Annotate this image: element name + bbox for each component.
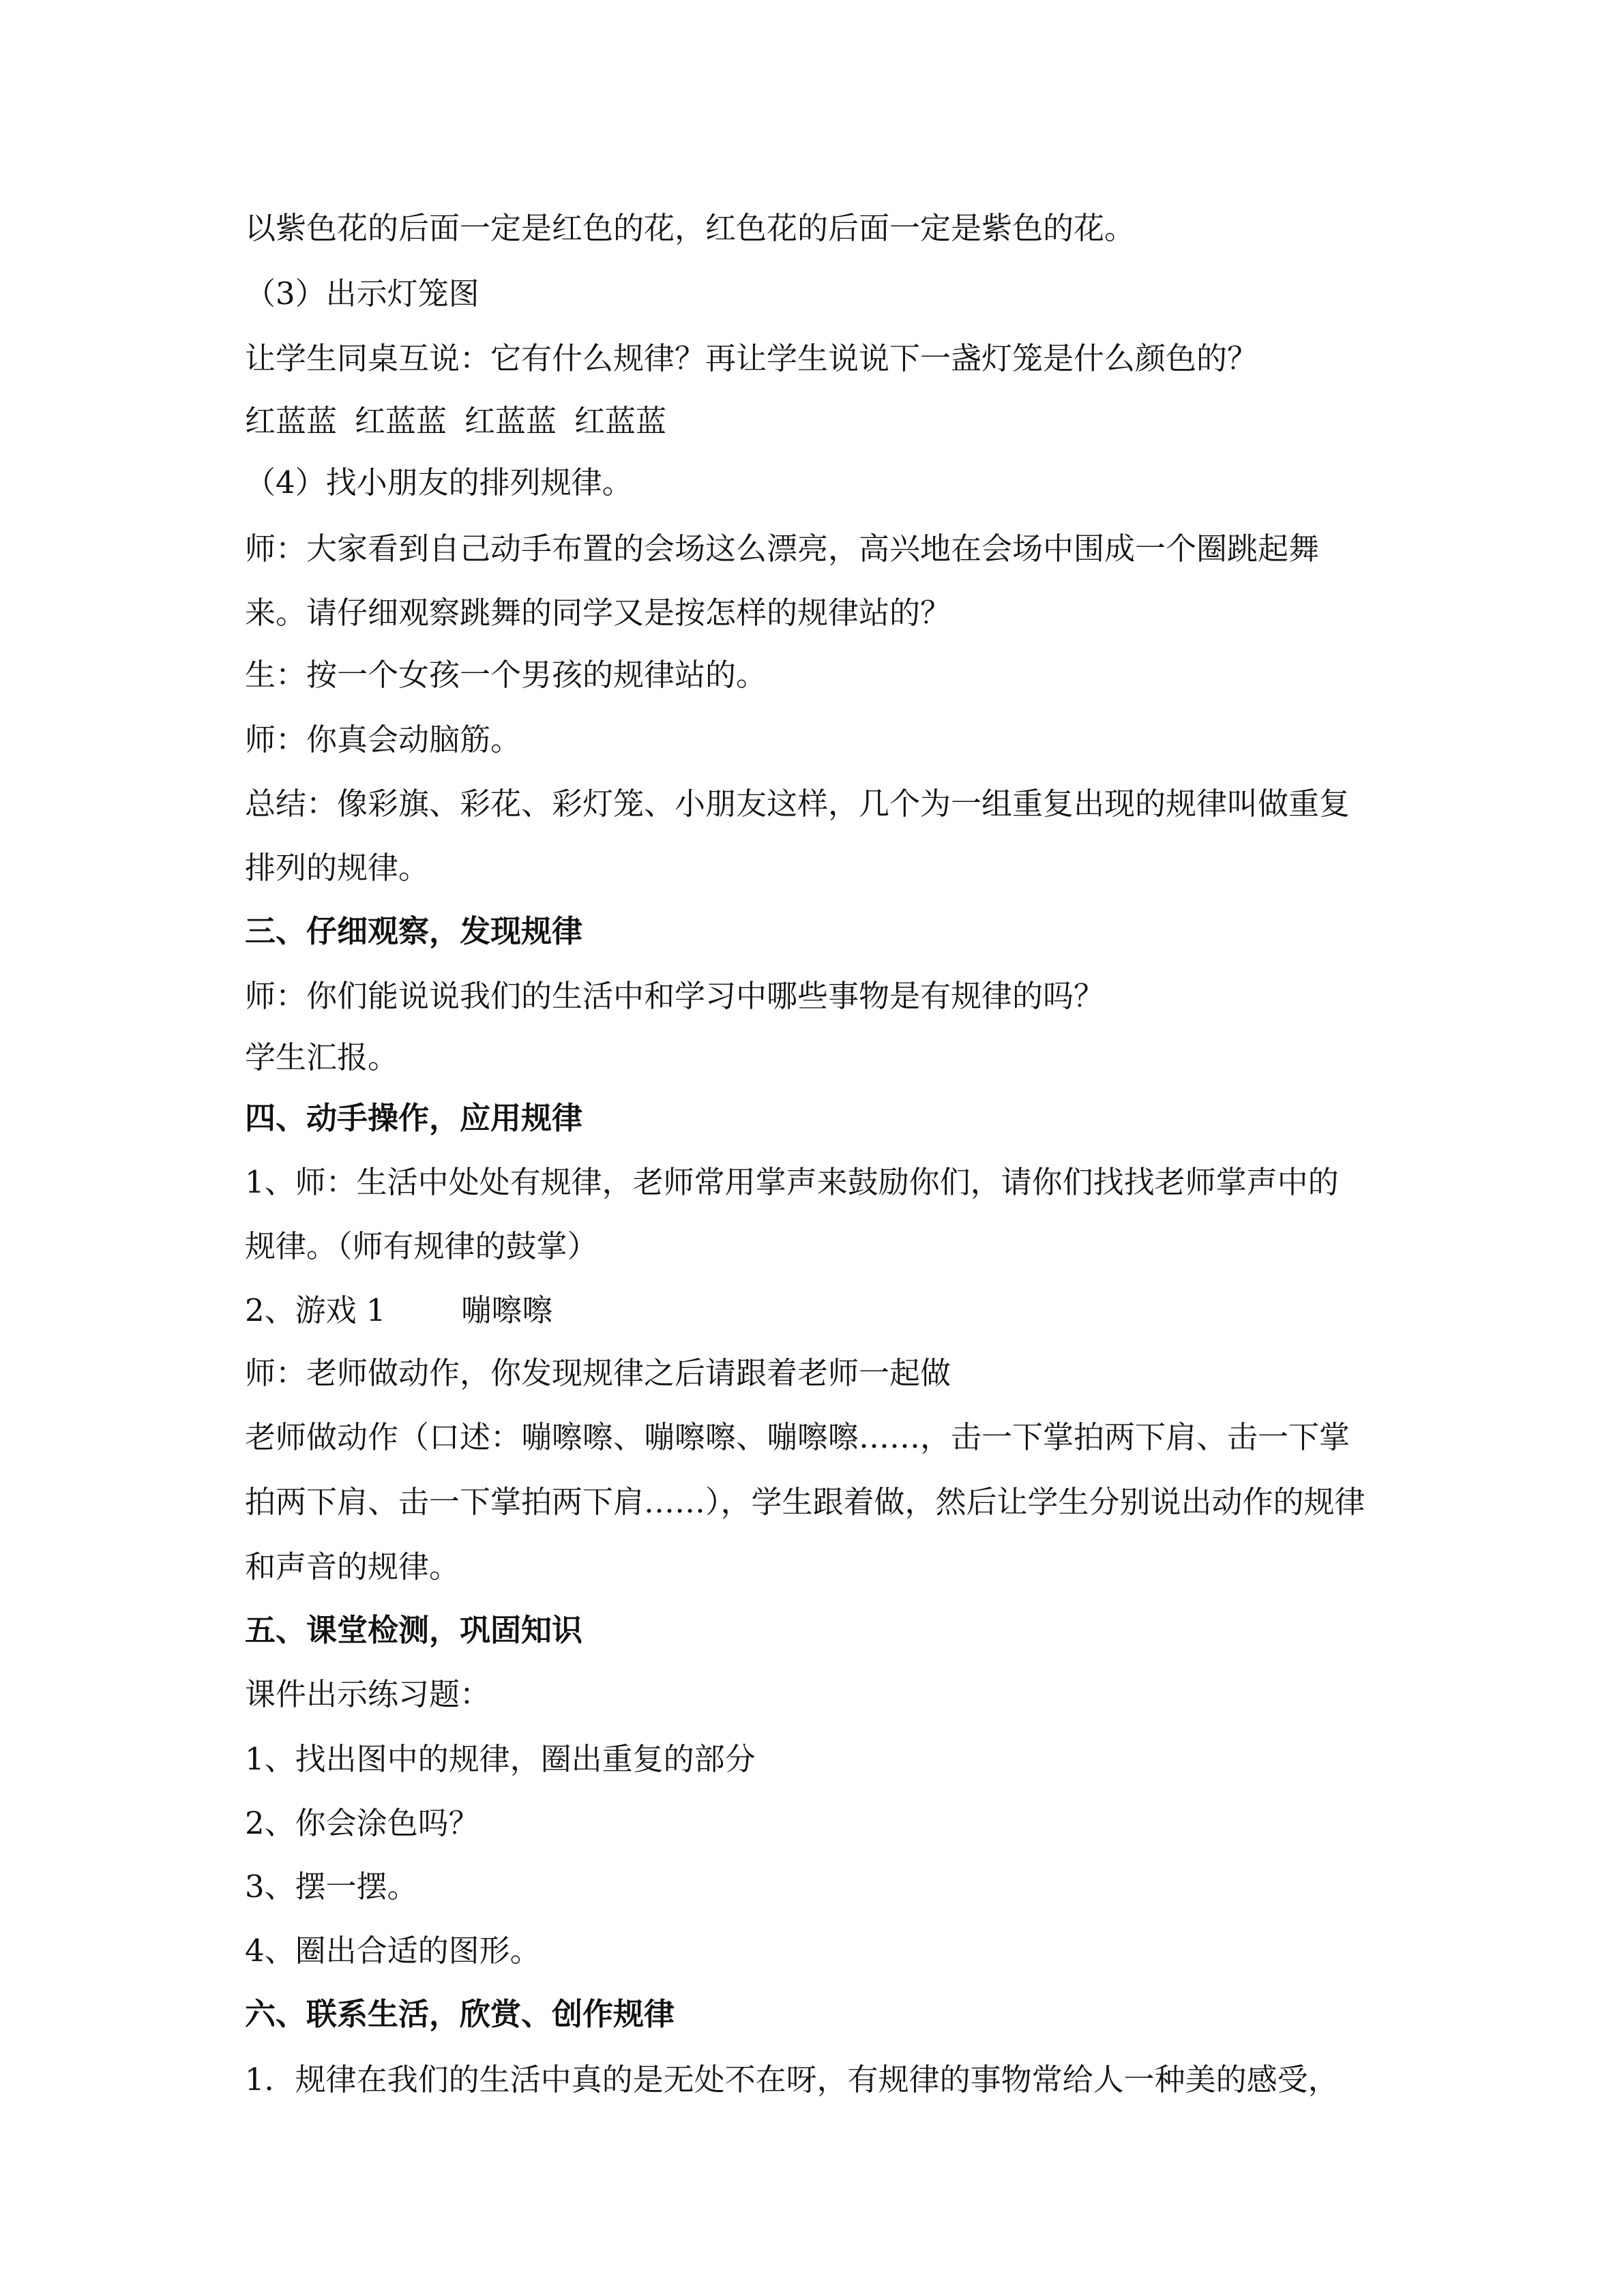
text-line: （4）找小朋友的排列规律。 bbox=[245, 464, 633, 501]
text-line: 拍两下肩、击一下掌拍两下肩……），学生跟着做，然后让学生分别说出动作的规律 bbox=[245, 1484, 1365, 1520]
text-line: 4、圈出合适的图形。 bbox=[245, 1933, 541, 1969]
text-line: 师：你真会动脑筋。 bbox=[245, 721, 522, 758]
text-line: 1、找出图中的规律，圈出重复的部分 bbox=[245, 1741, 756, 1777]
text-line: 师：老师做动作，你发现规律之后请跟着老师一起做 bbox=[245, 1355, 951, 1391]
section-heading: 三、仔细观察，发现规律 bbox=[245, 913, 583, 949]
text-line: 1．规律在我们的生活中真的是无处不在呀，有规律的事物常给人一种美的感受， bbox=[245, 2061, 1339, 2098]
section-heading: 四、动手操作，应用规律 bbox=[245, 1100, 583, 1136]
lantern-group: 红蓝蓝 bbox=[574, 403, 667, 439]
text-line: 3、摆一摆。 bbox=[245, 1868, 418, 1905]
lantern-group: 红蓝蓝 bbox=[464, 403, 557, 439]
text-line: （3）出示灯笼图 bbox=[245, 275, 479, 312]
text-line: 课件出示练习题： bbox=[245, 1676, 491, 1712]
game-line bbox=[245, 1292, 553, 1330]
text-line: 规律。（师有规律的鼓掌） bbox=[245, 1228, 598, 1264]
text-line: 让学生同桌互说：它有什么规律？再让学生说说下一盏灯笼是什么颜色的？ bbox=[245, 340, 1258, 376]
text-line: 以紫色花的后面一定是红色的花，红色花的后面一定是紫色的花。 bbox=[245, 210, 1136, 246]
text-line: 和声音的规律。 bbox=[245, 1549, 460, 1585]
text-line: 老师做动作（口述：嘣嚓嚓、嘣嚓嚓、嘣嚓嚓……，击一下掌拍两下肩、击一下掌 bbox=[245, 1419, 1350, 1455]
text-line: 来。请仔细观察跳舞的同学又是按怎样的规律站的？ bbox=[245, 595, 951, 631]
section-heading: 五、课堂检测，巩固知识 bbox=[245, 1612, 583, 1648]
lantern-group: 红蓝蓝 bbox=[245, 403, 338, 439]
section-heading: 六、联系生活，欣赏、创作规律 bbox=[245, 1996, 675, 2032]
text-line: 学生汇报。 bbox=[245, 1039, 399, 1075]
text-line: 排列的规律。 bbox=[245, 850, 430, 886]
lantern-group: 红蓝蓝 bbox=[355, 403, 447, 439]
text-line: 生：按一个女孩一个男孩的规律站的。 bbox=[245, 657, 767, 693]
game-title: 2、游戏 1 bbox=[245, 1292, 386, 1328]
text-line: 师：你们能说说我们的生活中和学习中哪些事物是有规律的吗？ bbox=[245, 978, 1105, 1014]
text-line: 2、你会涂色吗？ bbox=[245, 1805, 479, 1841]
game-name: 嘣嚓嚓 bbox=[460, 1292, 553, 1328]
text-line: 师：大家看到自己动手布置的会场这么漂亮，高兴地在会场中围成一个圈跳起舞 bbox=[245, 531, 1320, 567]
text-line: 总结：像彩旗、彩花、彩灯笼、小朋友这样，几个为一组重复出现的规律叫做重复 bbox=[245, 786, 1350, 822]
lantern-sequence bbox=[245, 402, 684, 441]
text-line: 1、师：生活中处处有规律，老师常用掌声来鼓励你们，请你们找找老师掌声中的 bbox=[245, 1164, 1339, 1200]
